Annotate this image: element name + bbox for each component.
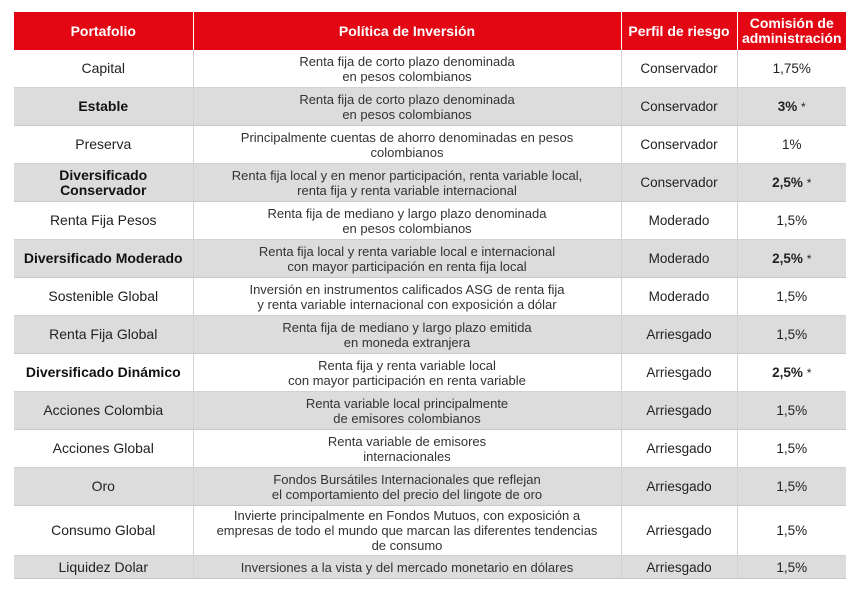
portfolio-name: Oro: [14, 468, 193, 506]
policy-line: el comportamiento del precio del lingote de oro: [271, 486, 543, 502]
fee-value: 1%: [781, 137, 802, 152]
portfolio-name: Renta Fija Global: [14, 316, 193, 354]
policy-line: renta fija y renta variable internacional: [297, 182, 517, 198]
risk-profile: Conservador: [621, 164, 737, 202]
header-comision-line2: administración: [741, 30, 842, 46]
policy-cell: [193, 506, 621, 556]
policy-line: en moneda extranjera: [343, 334, 471, 350]
table-row: [14, 354, 846, 392]
risk-profile: Conservador: [621, 50, 737, 88]
policy-line: colombianos: [370, 144, 444, 160]
policy-line: y renta variable internacional con exposición a dólar: [257, 296, 557, 312]
fee-value: 1,75%: [772, 61, 811, 76]
policy-line: Renta variable local principalmente: [305, 395, 509, 411]
table-row: [14, 556, 846, 579]
policy-line: Inversión en instrumentos calificados ASG de renta fija: [249, 281, 565, 297]
policy-cell: [193, 126, 621, 164]
fee-cell: [737, 556, 846, 579]
policy-cell: [193, 240, 621, 278]
header-portafolio: Portafolio: [14, 12, 193, 50]
risk-profile: Arriesgado: [621, 316, 737, 354]
policy-line: Principalmente cuentas de ahorro denominadas en pesos: [240, 129, 574, 145]
header-politica: Política de Inversión: [193, 12, 621, 50]
policy-line: internacionales: [363, 448, 451, 464]
fee-cell: [737, 506, 846, 556]
fee-cell: [737, 202, 846, 240]
table-row: [14, 506, 846, 556]
policy-line: Fondos Bursátiles Internacionales que reflejan: [273, 471, 541, 487]
portfolio-name: Liquidez Dolar: [14, 556, 193, 579]
header-comision: [737, 12, 846, 50]
risk-profile: Conservador: [621, 88, 737, 126]
policy-line: con mayor participación en renta fija local: [287, 258, 527, 274]
policy-line: Renta fija de corto plazo denominada: [299, 53, 515, 69]
fee-cell: [737, 50, 846, 88]
risk-profile: Arriesgado: [621, 506, 737, 556]
policy-line: Renta fija de mediano y largo plazo emitida: [282, 319, 532, 335]
table-row: [14, 392, 846, 430]
table-row: [14, 278, 846, 316]
portfolio-name: Diversificado Dinámico: [14, 354, 193, 392]
fee-value: 2,5%: [772, 174, 803, 190]
fee-value: 1,5%: [776, 213, 808, 228]
fee-cell: [737, 240, 846, 278]
policy-cell: [193, 202, 621, 240]
fee-value: 1,5%: [776, 441, 808, 456]
risk-profile: Conservador: [621, 126, 737, 164]
policy-line: Inversiones a la vista y del mercado monetario en dólares: [240, 559, 574, 575]
portfolio-name: Capital: [14, 50, 193, 88]
risk-profile: Arriesgado: [621, 392, 737, 430]
risk-profile: Arriesgado: [621, 430, 737, 468]
policy-line: con mayor participación en renta variable: [288, 372, 526, 388]
table-header-row: [14, 12, 846, 50]
portfolio-name: Acciones Global: [14, 430, 193, 468]
fee-value: 2,5%: [772, 364, 803, 380]
portfolio-table: [14, 12, 846, 579]
fee-cell: [737, 468, 846, 506]
table-row: [14, 468, 846, 506]
header-comision-line1: Comisión de: [749, 15, 834, 31]
portfolio-name: Diversificado Moderado: [14, 240, 193, 278]
policy-cell: [193, 430, 621, 468]
risk-profile: Moderado: [621, 202, 737, 240]
fee-footnote-star: *: [806, 251, 812, 266]
table-row: [14, 430, 846, 468]
risk-profile: Arriesgado: [621, 468, 737, 506]
table-row: [14, 202, 846, 240]
table-row: [14, 50, 846, 88]
risk-profile: Arriesgado: [621, 354, 737, 392]
fee-cell: [737, 126, 846, 164]
portfolio-name: Preserva: [14, 126, 193, 164]
policy-line: en pesos colombianos: [342, 68, 472, 84]
policy-line: de consumo: [371, 538, 443, 553]
fee-cell: [737, 392, 846, 430]
policy-cell: [193, 468, 621, 506]
fee-footnote-star: *: [806, 365, 812, 380]
portfolio-name: Estable: [14, 88, 193, 126]
policy-line: Renta fija de mediano y largo plazo denominada: [267, 205, 547, 221]
policy-line: empresas de todo el mundo que marcan las diferentes tendencias: [216, 523, 598, 538]
fee-value: 1,5%: [776, 327, 808, 342]
fee-value: 2,5%: [772, 250, 803, 266]
policy-line: en pesos colombianos: [342, 220, 472, 236]
portfolio-name: Diversificado Conservador: [14, 164, 193, 202]
fee-value: 1,5%: [776, 523, 808, 538]
fee-cell: [737, 354, 846, 392]
risk-profile: Moderado: [621, 278, 737, 316]
fee-footnote-star: *: [806, 175, 812, 190]
policy-cell: [193, 50, 621, 88]
portfolio-name: Consumo Global: [14, 506, 193, 556]
risk-profile: Moderado: [621, 240, 737, 278]
fee-value: 1,5%: [776, 403, 808, 418]
policy-cell: [193, 316, 621, 354]
table-row: [14, 240, 846, 278]
policy-cell: [193, 278, 621, 316]
portfolio-name: Sostenible Global: [14, 278, 193, 316]
fee-cell: [737, 88, 846, 126]
policy-cell: [193, 88, 621, 126]
fee-value: 1,5%: [776, 289, 808, 304]
table-row: [14, 88, 846, 126]
portfolio-name: Renta Fija Pesos: [14, 202, 193, 240]
fee-value: 1,5%: [776, 479, 808, 494]
policy-cell: [193, 164, 621, 202]
policy-cell: [193, 354, 621, 392]
portfolio-table-container: [14, 12, 846, 579]
policy-line: Renta fija local y renta variable local e internacional: [258, 243, 556, 259]
header-perfil: Perfil de riesgo: [621, 12, 737, 50]
fee-cell: [737, 316, 846, 354]
policy-line: Invierte principalmente en Fondos Mutuos, con exposición a: [233, 508, 581, 523]
policy-line: Renta fija y renta variable local: [318, 357, 496, 373]
policy-cell: [193, 392, 621, 430]
table-row: [14, 316, 846, 354]
fee-cell: [737, 278, 846, 316]
policy-line: en pesos colombianos: [342, 106, 472, 122]
fee-value: 1,5%: [776, 559, 808, 575]
fee-cell: [737, 164, 846, 202]
table-row: [14, 126, 846, 164]
risk-profile: Arriesgado: [621, 556, 737, 579]
policy-cell: [193, 556, 621, 579]
fee-cell: [737, 430, 846, 468]
policy-line: de emisores colombianos: [333, 410, 481, 426]
policy-line: Renta fija de corto plazo denominada: [299, 91, 515, 107]
fee-value: 3%: [777, 98, 798, 114]
portfolio-name: Acciones Colombia: [14, 392, 193, 430]
policy-line: Renta variable de emisores: [327, 433, 487, 449]
fee-footnote-star: *: [801, 99, 806, 114]
table-row: [14, 164, 846, 202]
policy-line: Renta fija local y en menor participación, renta variable local,: [231, 167, 583, 183]
